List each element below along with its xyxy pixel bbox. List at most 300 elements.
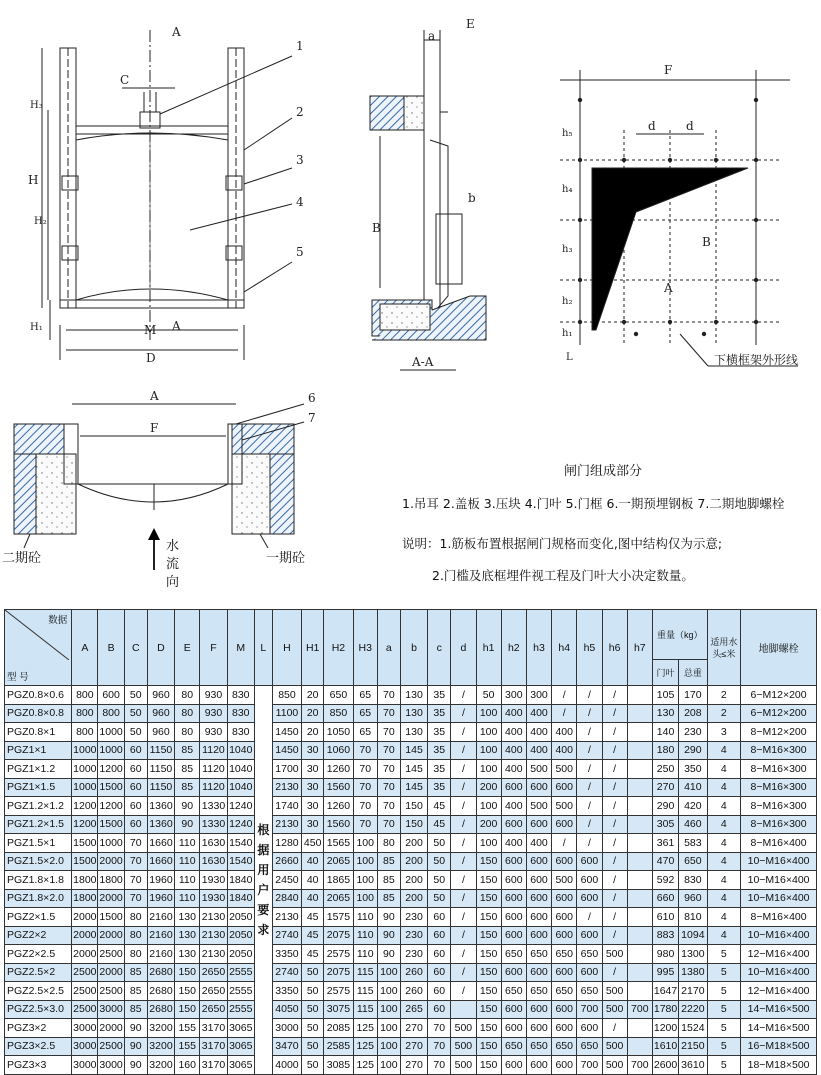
table-cell: 2085 xyxy=(324,1019,353,1038)
table-cell: 995 xyxy=(652,963,678,982)
front-elevation xyxy=(42,30,292,360)
table-cell: 70 xyxy=(353,760,377,779)
table-cell: 400 xyxy=(501,704,526,723)
table-cell: 270 xyxy=(400,1037,427,1056)
table-cell: 400 xyxy=(501,797,526,816)
table-cell: 1500 xyxy=(72,834,98,853)
table-cell: 650 xyxy=(679,852,707,871)
table-cell: 170 xyxy=(679,686,707,705)
table-cell: 3200 xyxy=(147,1056,174,1075)
table-cell: 583 xyxy=(679,834,707,853)
table-cell: PGZ2×1.5 xyxy=(5,908,72,927)
corner-header xyxy=(5,610,72,686)
table-cell: 460 xyxy=(679,815,707,834)
table-cell: 500 xyxy=(602,945,627,964)
table-cell: 200 xyxy=(400,871,427,890)
table-row xyxy=(5,852,817,871)
col-header: b xyxy=(400,610,427,686)
table-cell: 30 xyxy=(302,797,324,816)
table-cell: 2075 xyxy=(324,926,353,945)
spec-table xyxy=(4,609,817,1075)
table-cell: 10−M16×400 xyxy=(741,871,817,890)
table-cell: 50 xyxy=(302,1000,324,1019)
table-cell: 50 xyxy=(302,1056,324,1075)
svg-text:h₄: h₄ xyxy=(562,184,573,195)
table-cell: 3000 xyxy=(72,1037,98,1056)
table-cell: 470 xyxy=(652,852,678,871)
table-cell: PGZ2.5×3.0 xyxy=(5,1000,72,1019)
table-cell: / xyxy=(451,963,476,982)
col-header: h5 xyxy=(577,610,602,686)
table-cell: 600 xyxy=(501,908,526,927)
table-cell: / xyxy=(602,926,627,945)
table-cell: 3000 xyxy=(98,1000,124,1019)
table-row xyxy=(5,889,817,908)
table-cell: 600 xyxy=(501,852,526,871)
table-cell: 150 xyxy=(476,852,501,871)
table-cell: / xyxy=(451,741,476,760)
table-cell: 45 xyxy=(428,815,451,834)
table-cell: 980 xyxy=(652,945,678,964)
table-cell: / xyxy=(602,760,627,779)
table-cell: 1524 xyxy=(679,1019,707,1038)
table-cell: 4 xyxy=(707,741,741,760)
table-cell: 4 xyxy=(707,834,741,853)
table-cell: 883 xyxy=(652,926,678,945)
table-cell: 80 xyxy=(175,704,200,723)
table-cell: 2650 xyxy=(200,963,227,982)
table-cell: 2680 xyxy=(147,982,174,1001)
table-cell: 200 xyxy=(476,778,501,797)
table-cell: 850 xyxy=(324,704,353,723)
table-cell: 110 xyxy=(175,852,200,871)
table-cell: / xyxy=(577,704,602,723)
table-cell: 150 xyxy=(476,1056,501,1075)
table-cell: 1500 xyxy=(72,852,98,871)
table-cell: 8−M16×400 xyxy=(741,908,817,927)
col-header: H3 xyxy=(353,610,377,686)
table-cell: 3200 xyxy=(147,1019,174,1038)
table-cell: 45 xyxy=(302,926,324,945)
table-cell xyxy=(627,852,652,871)
table-cell: 70 xyxy=(377,815,400,834)
table-cell: 1800 xyxy=(72,889,98,908)
table-cell: 200 xyxy=(476,815,501,834)
table-cell: / xyxy=(577,723,602,742)
table-row xyxy=(5,963,817,982)
table-cell: / xyxy=(552,704,577,723)
table-cell: 1040 xyxy=(227,778,254,797)
table-cell: 2740 xyxy=(272,926,301,945)
table-row xyxy=(5,1000,817,1019)
table-cell: 960 xyxy=(679,889,707,908)
table-cell: 650 xyxy=(526,982,551,1001)
table-cell: 30 xyxy=(302,760,324,779)
table-cell: 2 xyxy=(707,704,741,723)
table-cell: 125 xyxy=(353,1019,377,1038)
col-header: h4 xyxy=(552,610,577,686)
table-cell: 1330 xyxy=(200,797,227,816)
table-row xyxy=(5,815,817,834)
table-cell: 5 xyxy=(707,982,741,1001)
table-cell: 85 xyxy=(175,778,200,797)
table-cell: 110 xyxy=(353,908,377,927)
table-cell: 2000 xyxy=(98,963,124,982)
table-cell xyxy=(627,871,652,890)
notes-title: 闸门组成部分 xyxy=(564,464,643,479)
table-cell: 450 xyxy=(302,834,324,853)
table-cell: 2130 xyxy=(200,926,227,945)
table-cell: 90 xyxy=(377,945,400,964)
table-cell: 2000 xyxy=(98,1019,124,1038)
table-cell: 2130 xyxy=(272,778,301,797)
table-cell: 2130 xyxy=(272,908,301,927)
svg-text:h₁: h₁ xyxy=(562,328,573,339)
table-cell: 3200 xyxy=(147,1037,174,1056)
table-cell xyxy=(627,908,652,927)
table-cell: 500 xyxy=(552,760,577,779)
table-cell: 130 xyxy=(175,945,200,964)
table-cell: 200 xyxy=(400,834,427,853)
table-cell: 90 xyxy=(124,1056,147,1075)
table-cell: 2680 xyxy=(147,1000,174,1019)
table-cell: / xyxy=(602,778,627,797)
table-cell: 150 xyxy=(175,1000,200,1019)
table-cell xyxy=(627,1037,652,1056)
table-cell: 60 xyxy=(124,778,147,797)
table-cell: 300 xyxy=(526,686,551,705)
table-cell: 1000 xyxy=(72,741,98,760)
table-cell: 65 xyxy=(353,704,377,723)
table-cell: 3170 xyxy=(200,1037,227,1056)
table-cell: 180 xyxy=(652,741,678,760)
table-cell xyxy=(627,982,652,1001)
table-cell: 60 xyxy=(124,760,147,779)
table-cell: 50 xyxy=(428,871,451,890)
table-cell: 50 xyxy=(476,686,501,705)
table-cell: 70 xyxy=(428,1019,451,1038)
table-cell: 110 xyxy=(175,834,200,853)
table-cell: 35 xyxy=(428,704,451,723)
table-cell: 5 xyxy=(707,945,741,964)
table-cell: 50 xyxy=(428,889,451,908)
svg-text:下横框架外形线: 下横框架外形线 xyxy=(714,353,799,367)
table-cell: 265 xyxy=(400,1000,427,1019)
table-cell: 85 xyxy=(175,760,200,779)
table-cell: 20 xyxy=(302,704,324,723)
table-cell: 1800 xyxy=(98,871,124,890)
table-cell: 2840 xyxy=(272,889,301,908)
table-cell: 85 xyxy=(175,741,200,760)
table-cell: 1865 xyxy=(324,871,353,890)
table-cell: 600 xyxy=(577,871,602,890)
table-cell: / xyxy=(451,889,476,908)
table-cell: 5 xyxy=(707,1037,741,1056)
table-cell: PGZ1.2×1.5 xyxy=(5,815,72,834)
table-cell: 2555 xyxy=(227,963,254,982)
table-cell: 14−M16×500 xyxy=(741,1019,817,1038)
table-cell: 110 xyxy=(353,926,377,945)
table-cell: 400 xyxy=(501,723,526,742)
table-cell: 4 xyxy=(707,760,741,779)
table-cell: 1094 xyxy=(679,926,707,945)
table-cell xyxy=(451,1000,476,1019)
table-cell xyxy=(627,778,652,797)
svg-text:向: 向 xyxy=(166,575,180,590)
table-cell: 155 xyxy=(175,1019,200,1038)
table-cell: 115 xyxy=(353,963,377,982)
table-cell: 2160 xyxy=(147,926,174,945)
table-cell: 650 xyxy=(324,686,353,705)
table-cell: 700 xyxy=(577,1056,602,1075)
table-cell: 2575 xyxy=(324,982,353,1001)
table-cell: 1500 xyxy=(98,778,124,797)
svg-text:d: d xyxy=(648,119,656,133)
table-cell: 3085 xyxy=(324,1056,353,1075)
table-cell: 650 xyxy=(501,945,526,964)
svg-text:E: E xyxy=(466,17,475,31)
table-cell: 1450 xyxy=(272,741,301,760)
table-cell: 80 xyxy=(124,926,147,945)
table-cell: 85 xyxy=(124,982,147,1001)
table-cell: 2000 xyxy=(98,852,124,871)
table-cell: / xyxy=(451,723,476,742)
table-cell xyxy=(627,926,652,945)
table-cell: 500 xyxy=(451,1037,476,1056)
table-cell: 1280 xyxy=(272,834,301,853)
table-cell: PGZ2.5×2 xyxy=(5,963,72,982)
table-cell: PGZ1×1 xyxy=(5,741,72,760)
table-cell: 1120 xyxy=(200,778,227,797)
table-cell: 100 xyxy=(377,1000,400,1019)
table-cell: 110 xyxy=(175,889,200,908)
table-cell: 1500 xyxy=(98,815,124,834)
table-cell: 3 xyxy=(707,723,741,742)
table-cell: 1240 xyxy=(227,797,254,816)
table-row xyxy=(5,908,817,927)
table-cell: 70 xyxy=(124,852,147,871)
table-cell: 2555 xyxy=(227,982,254,1001)
table-cell: 80 xyxy=(175,686,200,705)
table-cell: 40 xyxy=(302,852,324,871)
table-row xyxy=(5,834,817,853)
table-cell: 700 xyxy=(577,1000,602,1019)
table-cell: 420 xyxy=(679,797,707,816)
table-body xyxy=(5,686,817,1075)
col-header: D xyxy=(147,610,174,686)
table-cell: 800 xyxy=(72,704,98,723)
table-cell: PGZ0.8×0.8 xyxy=(5,704,72,723)
table-row xyxy=(5,982,817,1001)
table-cell: 930 xyxy=(200,723,227,742)
table-cell: 70 xyxy=(353,815,377,834)
svg-text:7: 7 xyxy=(308,411,316,425)
table-cell: 400 xyxy=(526,834,551,853)
table-cell: 600 xyxy=(577,926,602,945)
table-cell: 200 xyxy=(400,889,427,908)
table-cell: 1040 xyxy=(227,741,254,760)
table-cell: 60 xyxy=(428,908,451,927)
components-list: 1.吊耳 2.盖板 3.压块 4.门叶 5.门框 6.一期预埋钢板 7.二期地脚螺栓 xyxy=(402,496,785,511)
table-cell: 1575 xyxy=(324,908,353,927)
table-cell: 4 xyxy=(707,871,741,890)
svg-text:一期砼: 一期砼 xyxy=(266,551,306,566)
table-cell: 600 xyxy=(501,815,526,834)
table-cell: 8−M16×300 xyxy=(741,760,817,779)
table-cell: 1120 xyxy=(200,760,227,779)
table-cell: 600 xyxy=(526,1019,551,1038)
table-cell: 2500 xyxy=(98,982,124,1001)
table-cell: 600 xyxy=(526,778,551,797)
col-header: d xyxy=(451,610,476,686)
table-cell: / xyxy=(451,778,476,797)
table-cell: / xyxy=(451,982,476,1001)
water-flow-arrow xyxy=(148,528,160,540)
table-cell: 150 xyxy=(476,1019,501,1038)
table-cell: 105 xyxy=(652,686,678,705)
table-cell: 600 xyxy=(577,852,602,871)
table-cell: 1330 xyxy=(200,815,227,834)
table-cell: 500 xyxy=(602,1000,627,1019)
table-cell: 600 xyxy=(552,908,577,927)
table-cell: 100 xyxy=(476,760,501,779)
table-cell: 2160 xyxy=(147,908,174,927)
table-cell: 140 xyxy=(652,723,678,742)
svg-text:A: A xyxy=(172,319,181,333)
svg-text:3: 3 xyxy=(296,153,304,167)
table-cell: 2555 xyxy=(227,1000,254,1019)
table-cell: 130 xyxy=(400,686,427,705)
table-row xyxy=(5,871,817,890)
table-cell: 2050 xyxy=(227,945,254,964)
table-cell: 1840 xyxy=(227,871,254,890)
table-row xyxy=(5,797,817,816)
table-cell: 500 xyxy=(552,797,577,816)
table-cell: 70 xyxy=(353,741,377,760)
table-cell: 260 xyxy=(400,982,427,1001)
table-cell: 150 xyxy=(476,1000,501,1019)
table-cell: 100 xyxy=(353,889,377,908)
table-cell: 830 xyxy=(227,686,254,705)
table-cell: 4 xyxy=(707,889,741,908)
table-cell: 1150 xyxy=(147,760,174,779)
table-cell: PGZ1.2×1.2 xyxy=(5,797,72,816)
table-cell: 2500 xyxy=(72,1000,98,1019)
table-cell xyxy=(627,815,652,834)
table-cell: 1240 xyxy=(227,815,254,834)
table-cell: / xyxy=(577,760,602,779)
table-cell: 1930 xyxy=(200,871,227,890)
table-cell: 70 xyxy=(377,723,400,742)
table-cell: 650 xyxy=(552,945,577,964)
table-cell: 2170 xyxy=(679,982,707,1001)
table-cell: 2065 xyxy=(324,889,353,908)
table-cell: 3610 xyxy=(679,1056,707,1075)
svg-text:5: 5 xyxy=(296,245,304,259)
table-cell: 150 xyxy=(476,889,501,908)
table-row xyxy=(5,760,817,779)
table-cell: 20 xyxy=(302,686,324,705)
table-cell: 650 xyxy=(501,982,526,1001)
table-cell: 3065 xyxy=(227,1037,254,1056)
l-column-note: 根 据 用 户 要 求 xyxy=(254,686,272,1075)
svg-text:a: a xyxy=(428,29,436,43)
table-cell: 1380 xyxy=(679,963,707,982)
table-cell xyxy=(627,1019,652,1038)
table-cell: 400 xyxy=(552,741,577,760)
table-cell: / xyxy=(577,908,602,927)
col-header: E xyxy=(175,610,200,686)
table-cell xyxy=(627,741,652,760)
table-cell: 16−M18×500 xyxy=(741,1037,817,1056)
table-cell: 500 xyxy=(602,982,627,1001)
table-cell: 250 xyxy=(652,760,678,779)
table-cell: 1960 xyxy=(147,889,174,908)
table-cell: 400 xyxy=(526,723,551,742)
table-cell: 130 xyxy=(652,704,678,723)
table-cell: 1300 xyxy=(679,945,707,964)
table-cell: 2000 xyxy=(72,945,98,964)
table-cell xyxy=(627,889,652,908)
table-cell: 35 xyxy=(428,778,451,797)
table-row xyxy=(5,686,817,705)
table-cell: 2600 xyxy=(652,1056,678,1075)
table-cell: 1630 xyxy=(200,834,227,853)
table-cell: 100 xyxy=(476,834,501,853)
table-cell: 960 xyxy=(147,686,174,705)
table-cell: 30 xyxy=(302,741,324,760)
table-cell: 2740 xyxy=(272,963,301,982)
col-header: H1 xyxy=(302,610,324,686)
table-cell: 45 xyxy=(302,945,324,964)
table-cell: 35 xyxy=(428,741,451,760)
table-cell: PGZ2×2.5 xyxy=(5,945,72,964)
table-cell: 50 xyxy=(302,1037,324,1056)
table-cell: 90 xyxy=(124,1019,147,1038)
table-cell: 960 xyxy=(147,723,174,742)
table-cell: 2450 xyxy=(272,871,301,890)
table-cell: 600 xyxy=(526,871,551,890)
table-cell: 150 xyxy=(476,1037,501,1056)
table-cell: 150 xyxy=(400,815,427,834)
table-cell: 70 xyxy=(428,1037,451,1056)
table-cell: 85 xyxy=(124,963,147,982)
table-cell: PGZ0.8×1 xyxy=(5,723,72,742)
table-cell: / xyxy=(602,889,627,908)
table-cell: 361 xyxy=(652,834,678,853)
table-cell: 20 xyxy=(302,723,324,742)
table-cell: 500 xyxy=(552,871,577,890)
table-cell: 500 xyxy=(526,760,551,779)
table-cell: 1930 xyxy=(200,889,227,908)
col-header: h2 xyxy=(501,610,526,686)
table-cell: 600 xyxy=(552,815,577,834)
table-cell: / xyxy=(602,1019,627,1038)
table-cell: 70 xyxy=(377,778,400,797)
table-cell: 600 xyxy=(501,778,526,797)
table-cell: PGZ1.8×1.8 xyxy=(5,871,72,890)
table-cell: 650 xyxy=(577,945,602,964)
table-row xyxy=(5,1056,817,1075)
table-cell: 960 xyxy=(147,704,174,723)
table-cell: 85 xyxy=(124,1000,147,1019)
table-cell: 130 xyxy=(175,926,200,945)
table-cell: 65 xyxy=(353,723,377,742)
col-header: h3 xyxy=(526,610,551,686)
table-cell xyxy=(627,834,652,853)
table-cell: 100 xyxy=(377,1019,400,1038)
table-cell: 400 xyxy=(501,760,526,779)
